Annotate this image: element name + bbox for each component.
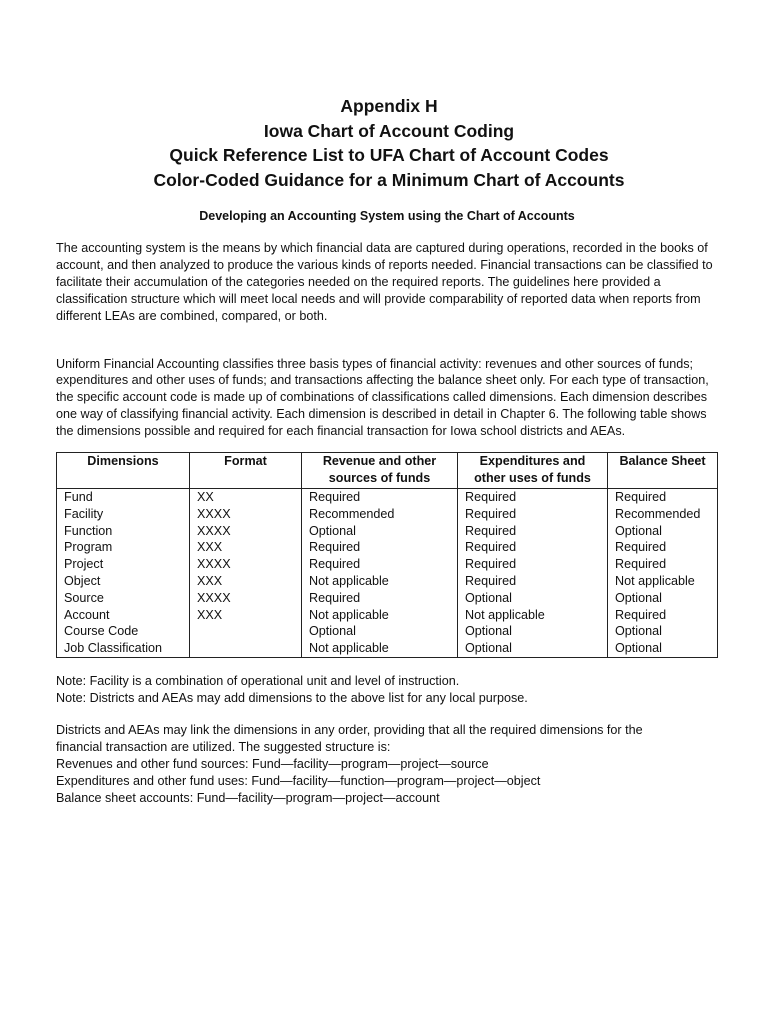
cell: Optional bbox=[608, 640, 718, 657]
col-header-dimensions: Dimensions bbox=[57, 453, 190, 489]
structure-balance: Balance sheet accounts: Fund—facility—program—project—account bbox=[56, 791, 440, 806]
col-header-expenditures: Expenditures and other uses of funds bbox=[458, 453, 608, 489]
structure-intro-line2: financial transaction are utilized. The suggested structure is: bbox=[56, 740, 391, 755]
cell: Not applicable bbox=[302, 607, 458, 624]
cell bbox=[190, 623, 302, 640]
cell: Optional bbox=[302, 523, 458, 540]
cell: Source bbox=[57, 590, 190, 607]
table-row bbox=[57, 590, 718, 607]
cell: Optional bbox=[608, 590, 718, 607]
table-row bbox=[57, 506, 718, 523]
cell: Optional bbox=[458, 590, 608, 607]
cell: Program bbox=[57, 539, 190, 556]
cell: Optional bbox=[302, 623, 458, 640]
cell: Required bbox=[302, 539, 458, 556]
cell: XXXX bbox=[190, 556, 302, 573]
cell: Required bbox=[458, 539, 608, 556]
suggested-structure bbox=[56, 722, 718, 807]
cell: Required bbox=[302, 489, 458, 506]
cell: Required bbox=[458, 489, 608, 506]
cell: Optional bbox=[608, 623, 718, 640]
cell: Optional bbox=[608, 523, 718, 540]
structure-revenues: Revenues and other fund sources: Fund—facility—program—project—source bbox=[56, 757, 489, 772]
cell: XX bbox=[190, 489, 302, 506]
title-block bbox=[60, 94, 718, 192]
ufa-paragraph: Uniform Financial Accounting classifies three basis types of financial activity: revenues and other sources of funds; expenditures and other uses of funds; and transactions affecting the balance sheet only. For each type of transaction, the specific account code is made up of combinations of classifications called dimensions. Each dimension describes one way of classifying financial activity. Each dimension is described in detail in Chapter 6. The following table shows the dimensions possible and required for each financial transaction for Iowa school districts and AEAs. bbox=[56, 356, 709, 439]
cell: Required bbox=[302, 590, 458, 607]
cell: Facility bbox=[57, 506, 190, 523]
cell: XXX bbox=[190, 573, 302, 590]
section-subtitle: Developing an Accounting System using the Chart of Accounts bbox=[199, 209, 575, 223]
structure-expenditures: Expenditures and other fund uses: Fund—facility—function—program—project—object bbox=[56, 774, 541, 789]
document-page bbox=[56, 94, 718, 807]
cell: XXXX bbox=[190, 590, 302, 607]
cell: XXX bbox=[190, 539, 302, 556]
note-facility: Note: Facility is a combination of operational unit and level of instruction. bbox=[56, 674, 460, 689]
cell: Fund bbox=[57, 489, 190, 506]
note-dimensions: Note: Districts and AEAs may add dimensions to the above list for any local purpose. bbox=[56, 691, 528, 706]
cell: Optional bbox=[458, 640, 608, 657]
guidance-title: Color-Coded Guidance for a Minimum Chart of Accounts bbox=[153, 169, 625, 190]
cell: Not applicable bbox=[608, 573, 718, 590]
cell: Job Classification bbox=[57, 640, 190, 657]
cell: Object bbox=[57, 573, 190, 590]
intro-paragraph: The accounting system is the means by which financial data are captured during operations, recorded in the books of account, and then analyzed to produce the various kinds of reports needed. Financial transactions can be classified to facilitate their accumulation of the categories needed on the required reports. The guidelines here provided a classification structure which will meet local needs and will provide comparability of reported data when reports from different LEAs are combined, compared, or both. bbox=[56, 241, 713, 323]
table-row bbox=[57, 623, 718, 640]
cell: Required bbox=[608, 489, 718, 506]
col-header-format: Format bbox=[190, 453, 302, 489]
cell: Optional bbox=[458, 623, 608, 640]
cell: Required bbox=[608, 556, 718, 573]
table-row bbox=[57, 539, 718, 556]
coding-title: Iowa Chart of Account Coding bbox=[263, 120, 515, 141]
cell: Not applicable bbox=[458, 607, 608, 624]
col-header-balance-sheet: Balance Sheet bbox=[608, 453, 718, 489]
cell: Required bbox=[608, 539, 718, 556]
cell: Recommended bbox=[302, 506, 458, 523]
cell: XXXX bbox=[190, 523, 302, 540]
cell: XXXX bbox=[190, 506, 302, 523]
cell: Not applicable bbox=[302, 640, 458, 657]
table-row bbox=[57, 640, 718, 657]
cell: Not applicable bbox=[302, 573, 458, 590]
cell: Account bbox=[57, 607, 190, 624]
table-header-row bbox=[57, 453, 718, 489]
table-row bbox=[57, 489, 718, 506]
table-row bbox=[57, 556, 718, 573]
cell: Project bbox=[57, 556, 190, 573]
col-header-revenue: Revenue and other sources of funds bbox=[302, 453, 458, 489]
notes bbox=[56, 673, 718, 707]
cell: Required bbox=[458, 556, 608, 573]
dimensions-table bbox=[56, 452, 718, 658]
cell: Required bbox=[302, 556, 458, 573]
cell: Required bbox=[458, 506, 608, 523]
cell: Required bbox=[608, 607, 718, 624]
cell: Required bbox=[458, 523, 608, 540]
cell bbox=[190, 640, 302, 657]
structure-intro-line1: Districts and AEAs may link the dimensions in any order, providing that all the required dimensions for the bbox=[56, 723, 643, 738]
cell: Course Code bbox=[57, 623, 190, 640]
table-row bbox=[57, 523, 718, 540]
appendix-title: Appendix H bbox=[340, 96, 438, 116]
cell: XXX bbox=[190, 607, 302, 624]
reference-title: Quick Reference List to UFA Chart of Account Codes bbox=[169, 145, 609, 165]
table-row bbox=[57, 607, 718, 624]
table-row bbox=[57, 573, 718, 590]
cell: Function bbox=[57, 523, 190, 540]
cell: Required bbox=[458, 573, 608, 590]
cell: Recommended bbox=[608, 506, 718, 523]
